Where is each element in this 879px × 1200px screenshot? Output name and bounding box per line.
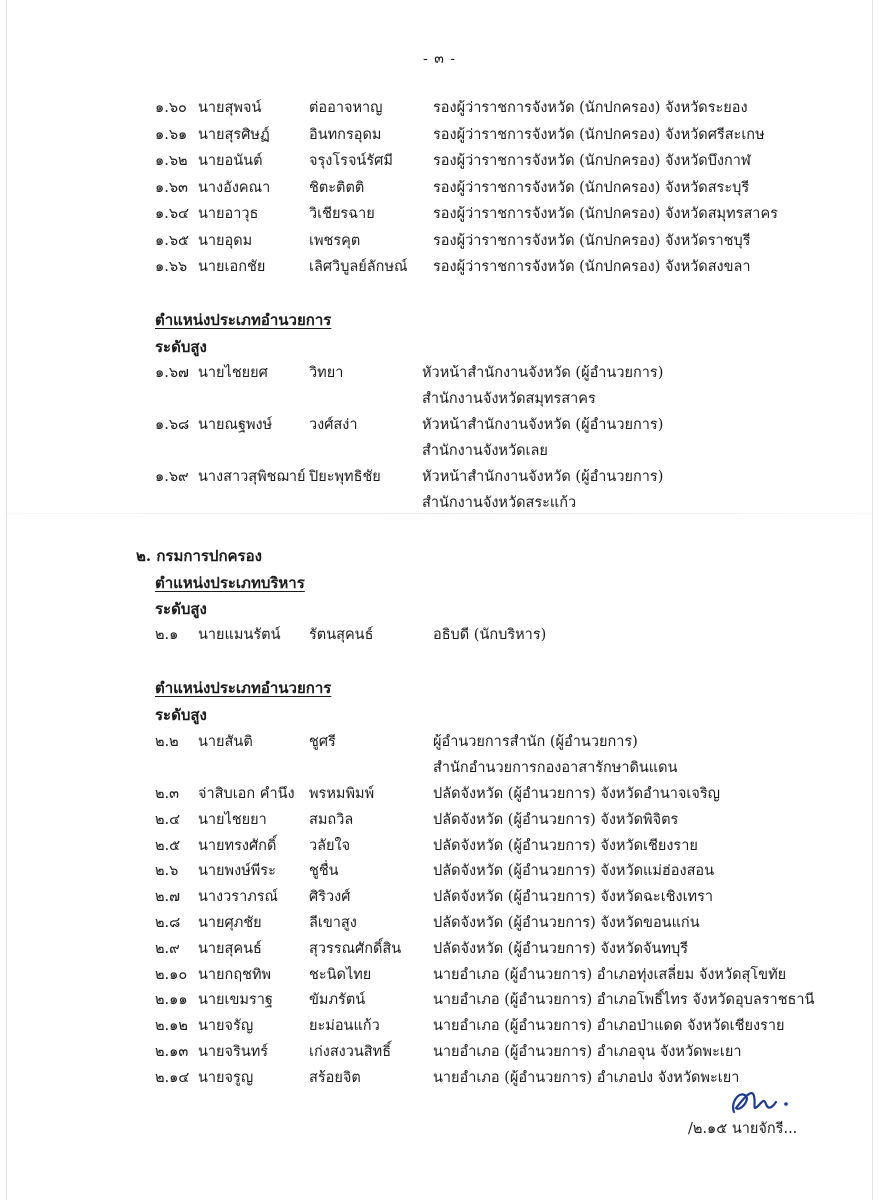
position-title: ปลัดจังหวัด (ผู้อำนวยการ) จังหวัดจันทบุรี xyxy=(433,940,688,957)
first-name: จ่าสิบเอก คำนึง xyxy=(198,786,295,802)
last-name: ยะม่อนแก้ว xyxy=(309,1018,380,1035)
first-name: นายไชยยา xyxy=(198,811,267,828)
position-title: นายอำเภอ (ผู้อำนวยการ) อำเภอทุ่งเสลี่ยม จังหวัดสุโขทัย xyxy=(433,966,787,983)
list-item xyxy=(0,360,879,386)
last-name: เก่งสงวนสิทธิ์ xyxy=(309,1044,392,1060)
first-name: นายศุภชัย xyxy=(198,915,262,931)
last-name: พรหมพิมพ์ xyxy=(309,786,375,802)
list-item xyxy=(0,95,879,121)
position-title: นายอำเภอ (ผู้อำนวยการ) อำเภอโพธิ์ไทร จังหวัดอุบลราชธานี xyxy=(433,992,815,1009)
last-name: ขัมภรัตน์ xyxy=(309,992,366,1009)
last-name: สร้อยจิต xyxy=(309,1069,361,1086)
position-title: ผู้อำนวยการสำนัก (ผู้อำนวยการ) xyxy=(433,734,638,750)
position-title: อธิบดี (นักบริหาร) xyxy=(433,627,547,643)
list-item-continuation xyxy=(0,490,879,516)
position-title: ปลัดจังหวัด (ผู้อำนวยการ) จังหวัดขอนแก่น xyxy=(433,915,700,931)
item-number: ๒.๔ xyxy=(155,811,181,828)
last-name: ต่ออาจหาญ xyxy=(309,100,383,116)
last-name: ชูชื่น xyxy=(309,863,339,880)
position-title: หัวหน้าสำนักงานจังหวัด (ผู้อำนวยการ) xyxy=(422,365,664,381)
last-name: รัตนสุคนธ์ xyxy=(309,627,374,643)
item-number: ๑.๖๓ xyxy=(155,179,188,196)
last-name: ชูศรี xyxy=(309,734,336,750)
first-name: นายเอกชัย xyxy=(198,259,266,275)
first-name: นายอนันต์ xyxy=(198,153,263,169)
position-title: หัวหน้าสำนักงานจังหวัด (ผู้อำนวยการ) xyxy=(422,417,664,433)
first-name: นายจรูญ xyxy=(198,1069,254,1086)
position-office: สำนักอำนวยการกองอาสารักษาดินแดน xyxy=(433,760,678,776)
list-item-continuation xyxy=(0,438,879,464)
first-name: นางอังคณา xyxy=(198,179,271,196)
item-number: ๑.๖๐ xyxy=(155,100,187,116)
position-office: สำนักงานจังหวัดเลย xyxy=(422,443,548,459)
last-name: ศิริวงศ์ xyxy=(309,889,351,906)
first-name: นายอาวุธ xyxy=(198,206,259,222)
position-type-heading: ตำแหน่งประเภทอำนวยการ xyxy=(155,679,332,697)
first-name: นายกฤชทิพ xyxy=(198,966,272,983)
list-item xyxy=(0,201,879,227)
first-name: นายณฐพงษ์ xyxy=(198,417,273,433)
first-name: นายสุคนธ์ xyxy=(198,940,262,957)
list-item xyxy=(0,464,879,490)
continuation-note: /๒.๑๕ นายจักรี... xyxy=(688,1121,798,1137)
section-title: ๒. กรมการปกครอง xyxy=(136,547,262,565)
position-title: ปลัดจังหวัด (ผู้อำนวยการ) จังหวัดเชียงราย xyxy=(433,837,698,854)
item-number: ๑.๖๒ xyxy=(155,153,188,169)
list-item-continuation xyxy=(0,386,879,412)
last-name: ลีเขาสูง xyxy=(309,915,357,931)
level-heading: ระดับสูง xyxy=(155,338,207,356)
item-number: ๑.๖๑ xyxy=(155,126,188,143)
list-item-continuation xyxy=(0,755,879,781)
last-name: วิเชียรฉาย xyxy=(309,206,375,222)
list-item xyxy=(0,807,879,833)
item-number: ๒.๕ xyxy=(155,837,181,854)
list-item xyxy=(0,1039,879,1065)
list-item xyxy=(0,910,879,936)
item-number: ๒.๖ xyxy=(155,863,179,880)
first-name: นายพงษ์พีระ xyxy=(198,863,276,880)
position-title: รองผู้ว่าราชการจังหวัด (นักปกครอง) จังหวัดบึงกาฬ xyxy=(433,153,751,169)
first-name: นางสาวสุพิชฌาย์ xyxy=(198,469,306,485)
first-name: นางวราภรณ์ xyxy=(198,889,279,906)
position-title: รองผู้ว่าราชการจังหวัด (นักปกครอง) จังหวัดระยอง xyxy=(433,100,748,116)
item-number: ๒.๑ xyxy=(155,627,179,643)
position-type-heading: ตำแหน่งประเภทบริหาร xyxy=(155,574,305,592)
last-name: เลิศวิบูลย์ลักษณ์ xyxy=(309,259,408,275)
list-item xyxy=(0,962,879,988)
first-name: นายแมนรัตน์ xyxy=(198,627,281,643)
item-number: ๒.๑๓ xyxy=(155,1044,189,1060)
last-name: ชิตะติตติ xyxy=(309,179,365,196)
position-title: รองผู้ว่าราชการจังหวัด (นักปกครอง) จังหวัดสมุทรสาคร xyxy=(433,206,778,222)
first-name: นายทรงศักดิ์ xyxy=(198,837,277,854)
page-number: - ๓ - xyxy=(423,51,456,67)
last-name: เพชรคุต xyxy=(309,232,361,249)
position-title: ปลัดจังหวัด (ผู้อำนวยการ) จังหวัดฉะเชิงเทรา xyxy=(433,889,714,906)
position-office: สำนักงานจังหวัดสระแก้ว xyxy=(422,495,577,511)
list-item xyxy=(0,936,879,962)
list-item xyxy=(0,622,879,648)
item-number: ๒.๑๑ xyxy=(155,992,188,1009)
level-heading: ระดับสูง xyxy=(155,600,207,618)
last-name: อินทกรอุดม xyxy=(309,126,382,143)
list-item xyxy=(0,412,879,438)
position-type-heading: ตำแหน่งประเภทอำนวยการ xyxy=(155,311,332,329)
position-title: ปลัดจังหวัด (ผู้อำนวยการ) จังหวัดอำนาจเจริญ xyxy=(433,786,721,802)
first-name: นายเขมราฐ xyxy=(198,992,273,1009)
item-number: ๒.๗ xyxy=(155,889,181,906)
last-name: วลัยใจ xyxy=(309,837,351,854)
list-item xyxy=(0,1013,879,1039)
position-title: นายอำเภอ (ผู้อำนวยการ) อำเภอป่าแดด จังหวัดเชียงราย xyxy=(433,1018,785,1035)
position-office: สำนักงานจังหวัดสมุทรสาคร xyxy=(422,391,596,407)
first-name: นายสุพจน์ xyxy=(198,100,262,116)
item-number: ๑.๖๕ xyxy=(155,232,189,249)
last-name: สมถวิล xyxy=(309,811,354,828)
first-name: นายอุดม xyxy=(198,232,253,249)
item-number: ๒.๑๐ xyxy=(155,966,188,983)
position-title: รองผู้ว่าราชการจังหวัด (นักปกครอง) จังหวัดราชบุรี xyxy=(433,232,751,249)
item-number: ๒.๑๔ xyxy=(155,1069,190,1086)
item-number: ๑.๖๗ xyxy=(155,365,189,381)
item-number: ๒.๓ xyxy=(155,786,180,802)
list-item xyxy=(0,729,879,755)
first-name: นายจรินทร์ xyxy=(198,1044,269,1060)
position-title: นายอำเภอ (ผู้อำนวยการ) อำเภอปง จังหวัดพะเยา xyxy=(433,1069,740,1086)
list-item xyxy=(0,833,879,859)
item-number: ๑.๖๙ xyxy=(155,469,189,485)
item-number: ๒.๘ xyxy=(155,915,181,931)
list-item xyxy=(0,148,879,174)
last-name: ชะนิดไทย xyxy=(309,966,372,983)
last-name: ปิยะพุทธิชัย xyxy=(309,469,381,485)
first-name: นายจรัญ xyxy=(198,1018,254,1035)
item-number: ๑.๖๖ xyxy=(155,259,188,275)
first-name: นายสันติ xyxy=(198,734,253,750)
item-number: ๒.๒ xyxy=(155,734,179,750)
first-name: นายไชยยศ xyxy=(198,365,268,381)
item-number: ๑.๖๘ xyxy=(155,417,190,433)
last-name: วงศ์สง่า xyxy=(309,417,358,433)
position-title: รองผู้ว่าราชการจังหวัด (นักปกครอง) จังหวัดสงขลา xyxy=(433,259,751,275)
last-name: วิทยา xyxy=(309,365,344,381)
list-item xyxy=(0,228,879,254)
position-title: ปลัดจังหวัด (ผู้อำนวยการ) จังหวัดพิจิตร xyxy=(433,811,679,828)
list-item xyxy=(0,175,879,201)
last-name: สุวรรณศักดิ์สิน xyxy=(309,940,402,957)
last-name: จรุงโรจน์รัศมี xyxy=(309,153,393,169)
position-title: ปลัดจังหวัด (ผู้อำนวยการ) จังหวัดแม่ฮ่องสอน xyxy=(433,863,715,880)
first-name: นายสุรศิษฏ์ xyxy=(198,126,270,143)
position-title: รองผู้ว่าราชการจังหวัด (นักปกครอง) จังหวัดสระบุรี xyxy=(433,179,750,196)
list-item xyxy=(0,781,879,807)
item-number: ๒.๙ xyxy=(155,940,180,957)
level-heading: ระดับสูง xyxy=(155,706,207,724)
position-title: หัวหน้าสำนักงานจังหวัด (ผู้อำนวยการ) xyxy=(422,469,664,485)
list-item xyxy=(0,254,879,280)
list-item xyxy=(0,987,879,1013)
list-item xyxy=(0,884,879,910)
list-item xyxy=(0,858,879,884)
item-number: ๒.๑๒ xyxy=(155,1018,188,1035)
item-number: ๑.๖๔ xyxy=(155,206,189,222)
list-item xyxy=(0,122,879,148)
position-title: รองผู้ว่าราชการจังหวัด (นักปกครอง) จังหวัดศรีสะเกษ xyxy=(433,126,765,143)
position-title: นายอำเภอ (ผู้อำนวยการ) อำเภอจุน จังหวัดพะเยา xyxy=(433,1044,742,1060)
